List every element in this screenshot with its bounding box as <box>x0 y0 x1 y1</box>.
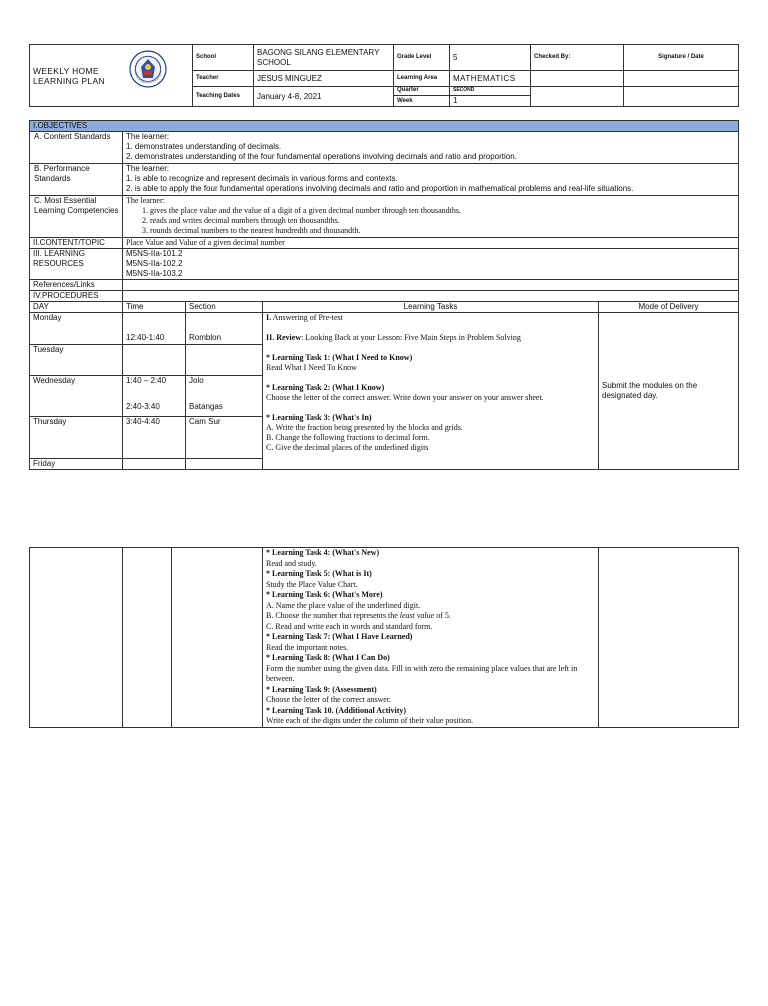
signature-label: Signature / Date <box>624 45 739 71</box>
task-8-text: Form the number using the given data. Fill in with zero the remaining place values that are left in between. <box>266 663 578 683</box>
col-header-time: Time <box>123 302 186 313</box>
cont-learning-tasks-cell <box>263 548 599 728</box>
task-6-a: A. Name the place value of the underlined digit. <box>266 600 421 610</box>
col-header-mode-of-delivery: Mode of Delivery <box>599 302 739 313</box>
week-label: Week <box>394 96 450 107</box>
resource-code: M5NS-IIa-101.2 <box>126 249 183 258</box>
competencies-list <box>126 206 735 236</box>
competencies-label: C. Most Essential Learning Competencies <box>30 196 123 238</box>
header-table <box>29 44 739 107</box>
content-line: 2. demonstrates understanding of the four fundamental operations involving decimals and ratio and proportion. <box>126 152 517 161</box>
grade-label: Grade Level <box>394 45 450 71</box>
content-topic-label: II.CONTENT/TOPIC <box>30 238 123 249</box>
checked-by-value <box>531 71 624 87</box>
cont-section <box>172 548 263 728</box>
resource-code: M5NS-IIa-103.2 <box>126 269 183 278</box>
task-9-title: * Learning Task 9: (Assessment) <box>266 684 377 694</box>
cont-mode-of-delivery <box>599 548 739 728</box>
task-2-text: Choose the letter of the correct answer. Write down your answer on your answer sheet. <box>266 393 544 402</box>
resource-code: M5NS-IIa-102.2 <box>126 259 183 268</box>
teacher-label: Teacher <box>193 71 254 87</box>
task-3-line: B. Change the following fractions to decimal form. <box>266 433 430 442</box>
col-header-learning-tasks: Learning Tasks <box>263 302 599 313</box>
pretest-line: I. Answering of Pre-test <box>266 313 343 322</box>
plan-title: WEEKLY HOME LEARNING PLAN <box>33 65 105 86</box>
task-3-line: C. Give the decimal places of the underlined digits <box>266 443 429 452</box>
signature-value <box>624 71 739 87</box>
performance-line: The learner: <box>126 164 170 173</box>
task-10-text: Write each of the digits under the column of their value position. <box>266 716 474 725</box>
quarter-value: SECOND <box>450 87 531 96</box>
monday-time-cell <box>123 313 186 345</box>
mode-of-delivery-text: Submit the modules on the designated day. <box>602 381 698 400</box>
references-value <box>123 280 739 291</box>
continuation-table <box>29 547 739 728</box>
cont-time <box>123 548 172 728</box>
col-header-day: DAY <box>30 302 123 313</box>
competency-item: 1. gives the place value and the value of a digit of a given decimal number through ten thousandths. <box>150 206 735 216</box>
learning-tasks-cell <box>263 313 599 470</box>
task-2-title: * Learning Task 2: (What I Know) <box>266 383 385 392</box>
day-monday: Monday <box>30 313 123 345</box>
task-6-title: * Learning Task 6: (What's More) <box>266 590 383 599</box>
checked-by-label: Checked By: <box>531 45 624 71</box>
grade-value: 5 <box>450 45 531 71</box>
monday-time: 12:40-1:40 <box>126 333 165 342</box>
procedures-label: IV.PROCEDURES <box>30 291 123 302</box>
content-line: The learner: <box>126 132 170 141</box>
week-value: 1 <box>450 96 531 107</box>
wednesday-section-1: Jolo <box>189 376 204 385</box>
wednesday-section-2: Batangas <box>189 402 223 411</box>
task-7-text: Read the important notes. <box>266 642 349 652</box>
teaching-dates-label: Teaching Dates <box>193 87 254 107</box>
competencies-intro: The learner: <box>126 196 165 205</box>
performance-standards-cell <box>123 164 739 196</box>
competency-item: 2. reads and writes decimal numbers through ten thousandths. <box>150 216 735 226</box>
teaching-dates-value: January 4-8, 2021 <box>254 87 394 107</box>
teacher-value: JESUS MINGUEZ <box>254 71 394 87</box>
tuesday-time <box>123 345 186 376</box>
cont-day <box>30 548 123 728</box>
deped-seal-icon <box>129 50 167 88</box>
learning-resources-cell <box>123 249 739 280</box>
task-1-text: Read What I Need To Know <box>266 363 357 372</box>
task-5-text: Study the Place Value Chart. <box>266 579 358 589</box>
school-label: School <box>193 45 254 71</box>
wednesday-section-cell <box>186 376 263 417</box>
thursday-section: Cam Sur <box>186 417 263 459</box>
performance-line: 1. is able to recognize and represent decimals in various forms and contexts. <box>126 174 398 183</box>
task-3-title: * Learning Task 3: (What's In) <box>266 413 372 422</box>
learning-area-label: Learning Area <box>394 71 450 87</box>
task-7-title: * Learning Task 7: (What I Have Learned) <box>266 632 413 641</box>
friday-time <box>123 459 186 470</box>
plan-title-cell <box>30 45 193 107</box>
school-value: BAGONG SILANG ELEMENTARY SCHOOL <box>254 45 394 71</box>
quarter-label: Quarter <box>394 87 450 96</box>
wednesday-time-2: 2:40-3:40 <box>126 402 160 411</box>
wednesday-time-1: 1:40 – 2:40 <box>126 376 167 385</box>
competency-item: 3. rounds decimal numbers to the nearest hundredth and thousandth. <box>150 226 735 236</box>
checked-by-value-2 <box>531 87 624 107</box>
competencies-cell <box>123 196 739 238</box>
thursday-time: 3:40-4:40 <box>123 417 186 459</box>
day-thursday: Thursday <box>30 417 123 459</box>
wednesday-time-cell <box>123 376 186 417</box>
main-plan-table <box>29 120 739 470</box>
task-1-title: * Learning Task 1: (What I Need to Know) <box>266 353 413 362</box>
review-line: II. Review: Looking Back at your Lesson: Five Main Steps in Problem Solving <box>266 333 521 342</box>
task-10-title: * Learning Task 10. (Additional Activity) <box>266 705 407 715</box>
signature-value-2 <box>624 87 739 107</box>
task-9-text: Choose the letter of the correct answer. <box>266 695 392 704</box>
task-5-title: * Learning Task 5: (What is It) <box>266 569 372 578</box>
day-wednesday: Wednesday <box>30 376 123 417</box>
task-6-b: B. Choose the number that represents the least value of 5. <box>266 611 451 620</box>
performance-standards-label: B. Performance Standards <box>30 164 123 196</box>
task-8-title: * Learning Task 8: (What I Can Do) <box>266 653 390 662</box>
mode-of-delivery-cell <box>599 313 739 470</box>
objectives-section-header: I.OBJECTIVES <box>30 121 739 132</box>
performance-line: 2. is able to apply the four fundamental operations involving decimals and ratio and proportion in mathematical problems and real-life situations. <box>126 184 634 193</box>
references-label: References/Links <box>30 280 123 291</box>
day-tuesday: Tuesday <box>30 345 123 376</box>
monday-section-cell <box>186 313 263 345</box>
monday-section: Romblon <box>189 333 222 342</box>
learning-resources-label: III. LEARNING RESOURCES <box>30 249 123 280</box>
task-4-title: * Learning Task 4: (What's New) <box>266 548 380 557</box>
content-standards-label: A. Content Standards <box>30 132 123 164</box>
col-header-section: Section <box>186 302 263 313</box>
task-6-c: C. Read and write each in words and standard form. <box>266 621 433 631</box>
day-friday: Friday <box>30 459 123 470</box>
learning-area-value: MATHEMATICS <box>450 71 531 87</box>
content-topic-value: Place Value and Value of a given decimal number <box>123 238 739 249</box>
content-line: 1. demonstrates understanding of decimals. <box>126 142 282 151</box>
task-3-line: A. Write the fraction being presented by the blocks and grids. <box>266 423 463 432</box>
task-4-text: Read and study. <box>266 558 317 568</box>
tuesday-section <box>186 345 263 376</box>
content-standards-cell <box>123 132 739 164</box>
friday-section <box>186 459 263 470</box>
procedures-value <box>123 291 739 302</box>
